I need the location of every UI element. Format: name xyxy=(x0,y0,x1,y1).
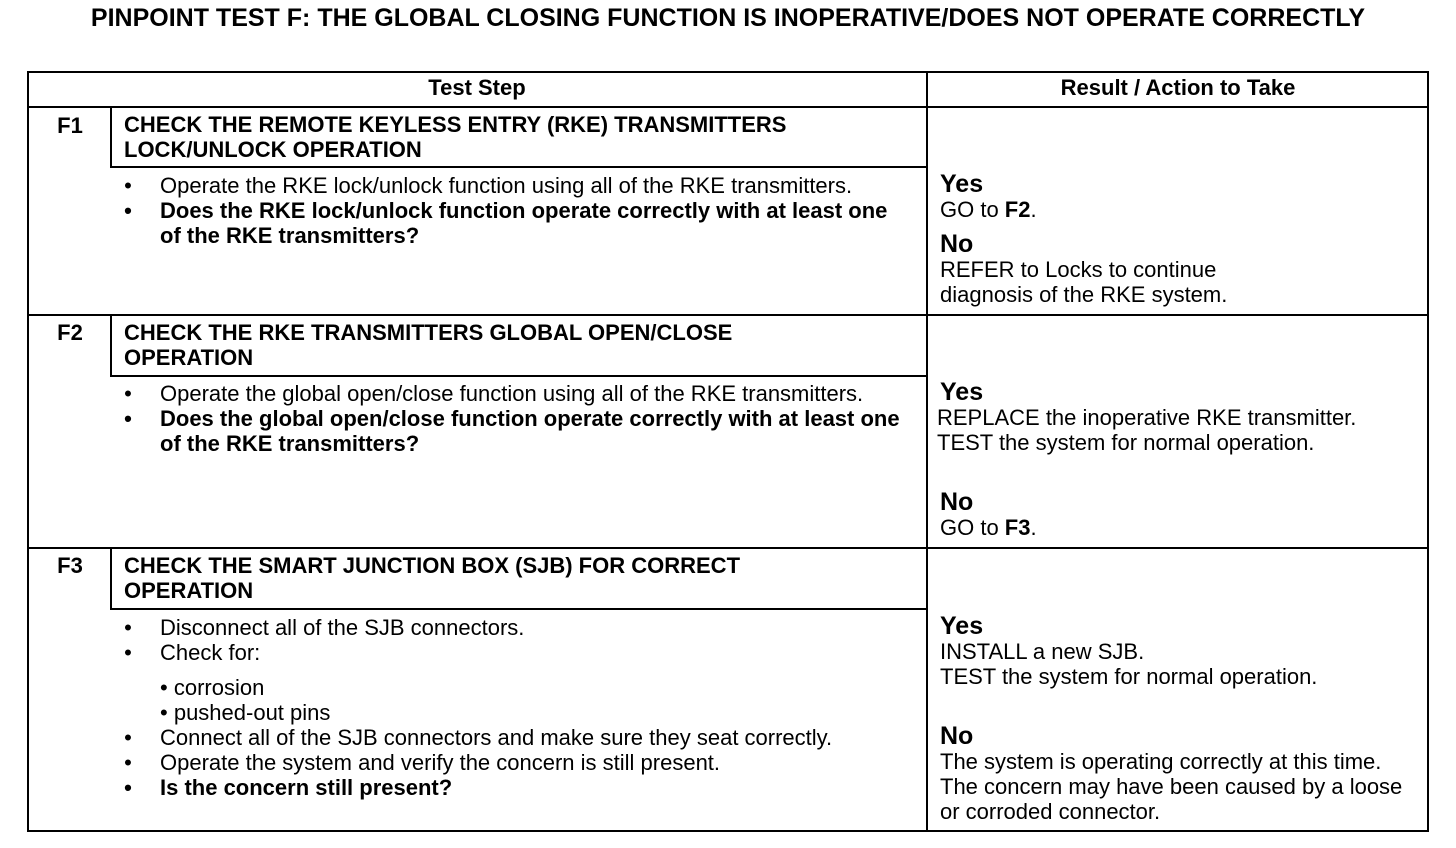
step-id: F1 xyxy=(57,113,83,138)
yes-label: Yes xyxy=(940,378,984,406)
no-action: The system is operating correctly at this time. The concern may have been caused by a loose or corroded connector. xyxy=(940,749,1403,824)
page-title: PINPOINT TEST F: THE GLOBAL CLOSING FUNCTION IS INOPERATIVE/DOES NOT OPERATE CORRECTLY xyxy=(90,4,1366,32)
step-id-divider xyxy=(110,548,112,609)
yes-action: INSTALL a new SJB. xyxy=(940,639,1145,664)
sub-list-item: • corrosion xyxy=(160,675,265,700)
list-item: • Disconnect all of the SJB connectors. xyxy=(124,615,525,640)
step-title: CHECK THE RKE TRANSMITTERS GLOBAL OPEN/CLOSE OPERATION xyxy=(124,320,733,370)
list-item: • Does the global open/close function operate correctly with at least one of the RKE transmitters? xyxy=(124,406,900,456)
step-title-divider xyxy=(110,375,927,377)
step-title: CHECK THE REMOTE KEYLESS ENTRY (RKE) TRANSMITTERS LOCK/UNLOCK OPERATION xyxy=(124,112,787,162)
step-title-divider xyxy=(110,608,927,610)
list-item: • Operate the system and verify the concern is still present. xyxy=(124,750,721,775)
step-result xyxy=(940,613,1426,824)
step-result xyxy=(940,171,1426,307)
yes-action: REPLACE the inoperative RKE transmitter. xyxy=(937,405,1357,430)
step-title-divider xyxy=(110,166,927,168)
no-label: No xyxy=(940,488,974,516)
sub-list-item: • pushed-out pins xyxy=(160,700,331,725)
step-id-divider xyxy=(110,315,112,376)
step-id: F2 xyxy=(57,320,83,345)
no-label: No xyxy=(940,230,974,258)
step-link[interactable]: F3 xyxy=(1004,515,1031,540)
step-title: CHECK THE SMART JUNCTION BOX (SJB) FOR CORRECT OPERATION xyxy=(124,553,741,603)
header-test-step: Test Step xyxy=(428,75,526,100)
step-bullets xyxy=(118,173,908,248)
no-label: No xyxy=(940,722,974,750)
sub-bullets xyxy=(118,675,908,725)
row-divider xyxy=(28,314,1428,316)
list-item: • Operate the global open/close function using all of the RKE transmitters. xyxy=(124,381,864,406)
step-id-divider xyxy=(110,107,112,167)
no-action: GO to F3. xyxy=(940,515,1037,540)
step-result xyxy=(937,379,1423,540)
yes-action: TEST the system for normal operation. xyxy=(937,430,1315,455)
row-divider xyxy=(28,547,1428,549)
step-id: F3 xyxy=(57,553,83,578)
step-bullets xyxy=(118,381,908,456)
column-divider xyxy=(926,72,928,831)
yes-label: Yes xyxy=(940,170,984,198)
header-divider xyxy=(28,106,1428,108)
step-bullets xyxy=(118,615,908,800)
list-item: • Connect all of the SJB connectors and make sure they seat correctly. xyxy=(124,725,833,750)
yes-action: GO to F2. xyxy=(940,197,1037,222)
list-item: • Does the RKE lock/unlock function operate correctly with at least one of the RKE transmitters? xyxy=(124,198,888,248)
list-item: • Operate the RKE lock/unlock function using all of the RKE transmitters. xyxy=(124,173,853,198)
yes-label: Yes xyxy=(940,612,984,640)
yes-action: TEST the system for normal operation. xyxy=(940,664,1318,689)
header-result: Result / Action to Take xyxy=(1060,75,1296,100)
list-item: • Check for: • corrosion • pushed-out pins xyxy=(118,640,908,725)
step-link[interactable]: F2 xyxy=(1004,197,1031,222)
list-item: • Is the concern still present? xyxy=(124,775,453,800)
no-action: REFER to Locks to continue diagnosis of the RKE system. xyxy=(940,257,1228,307)
